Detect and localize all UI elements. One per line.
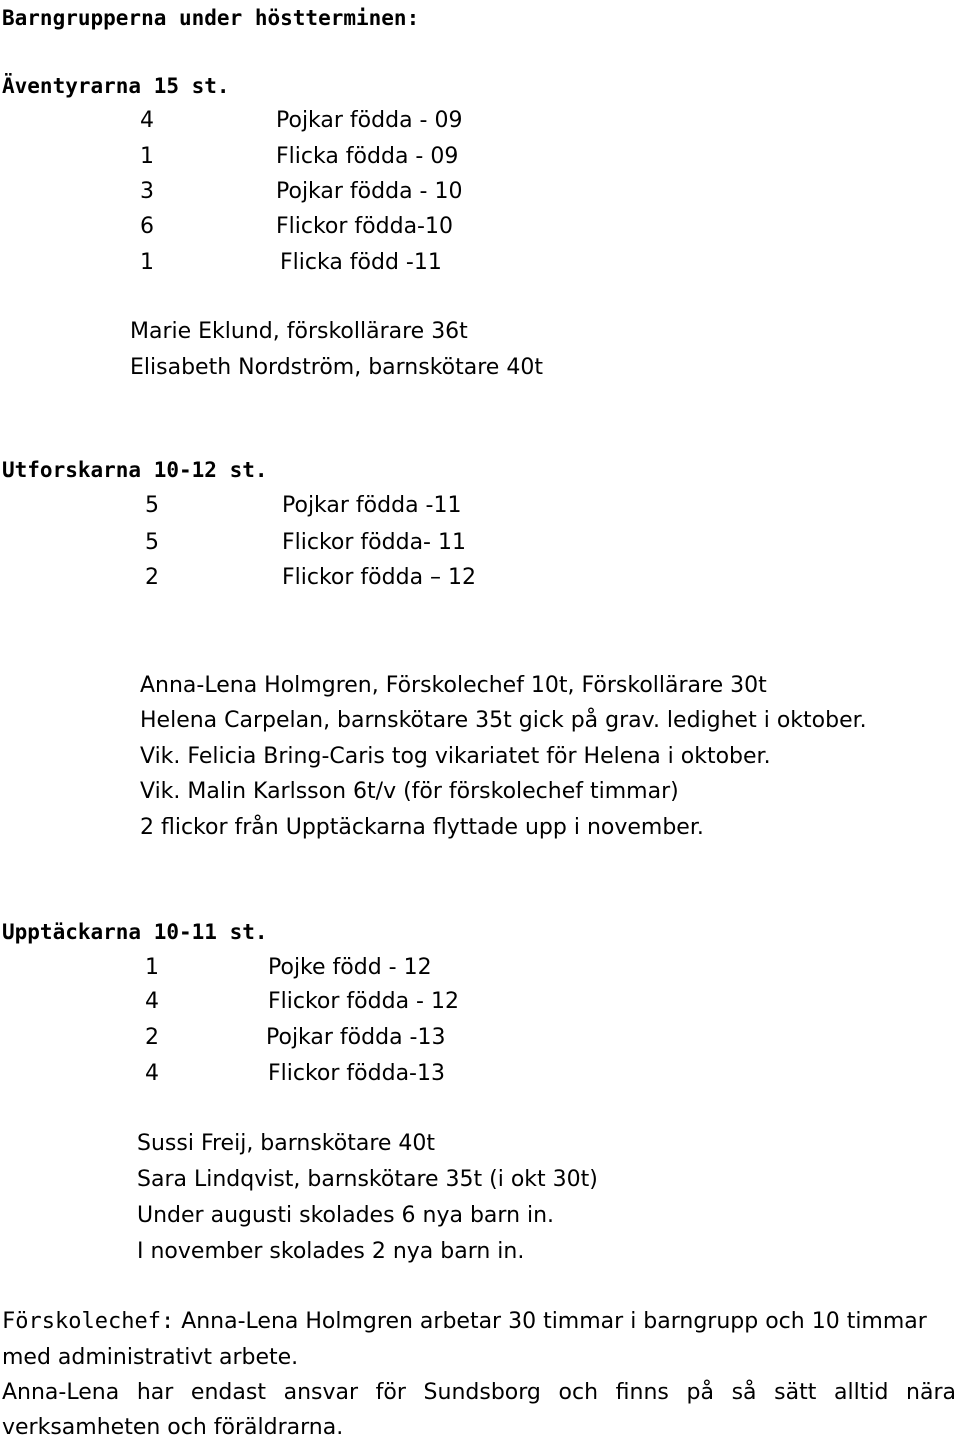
child-count: 2 xyxy=(145,1025,159,1050)
group-heading-upptackarna: Upptäckarna 10-11 st. xyxy=(2,920,268,944)
staff-line: Sara Lindqvist, barnskötare 35t (i okt 30t) xyxy=(137,1167,598,1192)
staff-line: 2 flickor från Upptäckarna flyttade upp i november. xyxy=(140,815,704,840)
child-desc: Pojkar födda - 10 xyxy=(276,179,463,204)
staff-line: Helena Carpelan, barnskötare 35t gick på grav. ledighet i oktober. xyxy=(140,708,867,733)
child-desc: Flicka född -11 xyxy=(280,250,442,275)
child-count: 5 xyxy=(145,493,159,518)
staff-line: Sussi Freij, barnskötare 40t xyxy=(137,1131,436,1156)
footer-paragraph-1-line-2: med administrativt arbete. xyxy=(2,1345,299,1370)
staff-line: I november skolades 2 nya barn in. xyxy=(137,1239,525,1264)
child-desc: Flickor födda- 11 xyxy=(282,530,466,555)
child-desc: Flickor födda – 12 xyxy=(282,565,477,590)
page-title: Barngrupperna under höstterminen: xyxy=(2,6,420,30)
child-count: 4 xyxy=(140,108,154,133)
child-count: 3 xyxy=(140,179,154,204)
child-count: 1 xyxy=(140,144,154,169)
child-count: 2 xyxy=(145,565,159,590)
staff-line: Vik. Felicia Bring-Caris tog vikariatet för Helena i oktober. xyxy=(140,744,771,769)
footer-paragraph-2-line-1: Anna-Lena har endast ansvar för Sundsborg och finns på så sätt alltid nära xyxy=(2,1380,956,1405)
staff-line: Vik. Malin Karlsson 6t/v (för förskolechef timmar) xyxy=(140,779,679,804)
child-count: 6 xyxy=(140,214,154,239)
staff-line: Marie Eklund, förskollärare 36t xyxy=(130,319,468,344)
child-count: 1 xyxy=(140,250,154,275)
child-desc: Flickor födda - 12 xyxy=(268,989,459,1014)
child-desc: Flickor födda-13 xyxy=(268,1061,445,1086)
footer-role-text: Anna-Lena Holmgren arbetar 30 timmar i barngrupp och 10 timmar xyxy=(181,1309,927,1334)
staff-line: Under augusti skolades 6 nya barn in. xyxy=(137,1203,555,1228)
child-count: 1 xyxy=(145,955,159,980)
child-count: 5 xyxy=(145,530,159,555)
child-desc: Pojkar födda -11 xyxy=(282,493,462,518)
group-heading-utforskarna: Utforskarna 10-12 st. xyxy=(2,458,268,482)
child-count: 4 xyxy=(145,1061,159,1086)
staff-line: Elisabeth Nordström, barnskötare 40t xyxy=(130,355,543,380)
footer-paragraph-2-line-2: verksamheten och föräldrarna. xyxy=(2,1415,344,1440)
staff-line: Anna-Lena Holmgren, Förskolechef 10t, Förskollärare 30t xyxy=(140,673,767,698)
child-desc: Flickor födda-10 xyxy=(276,214,453,239)
child-desc: Pojkar födda -13 xyxy=(266,1025,446,1050)
child-desc: Flicka födda - 09 xyxy=(276,144,459,169)
group-heading-aventyrarna: Äventyrarna 15 st. xyxy=(2,74,230,98)
child-desc: Pojkar födda - 09 xyxy=(276,108,463,133)
child-count: 4 xyxy=(145,989,159,1014)
child-desc: Pojke född - 12 xyxy=(268,955,432,980)
footer-role-label: Förskolechef: xyxy=(2,1309,175,1334)
footer-paragraph-1-line-1 xyxy=(2,1308,927,1336)
